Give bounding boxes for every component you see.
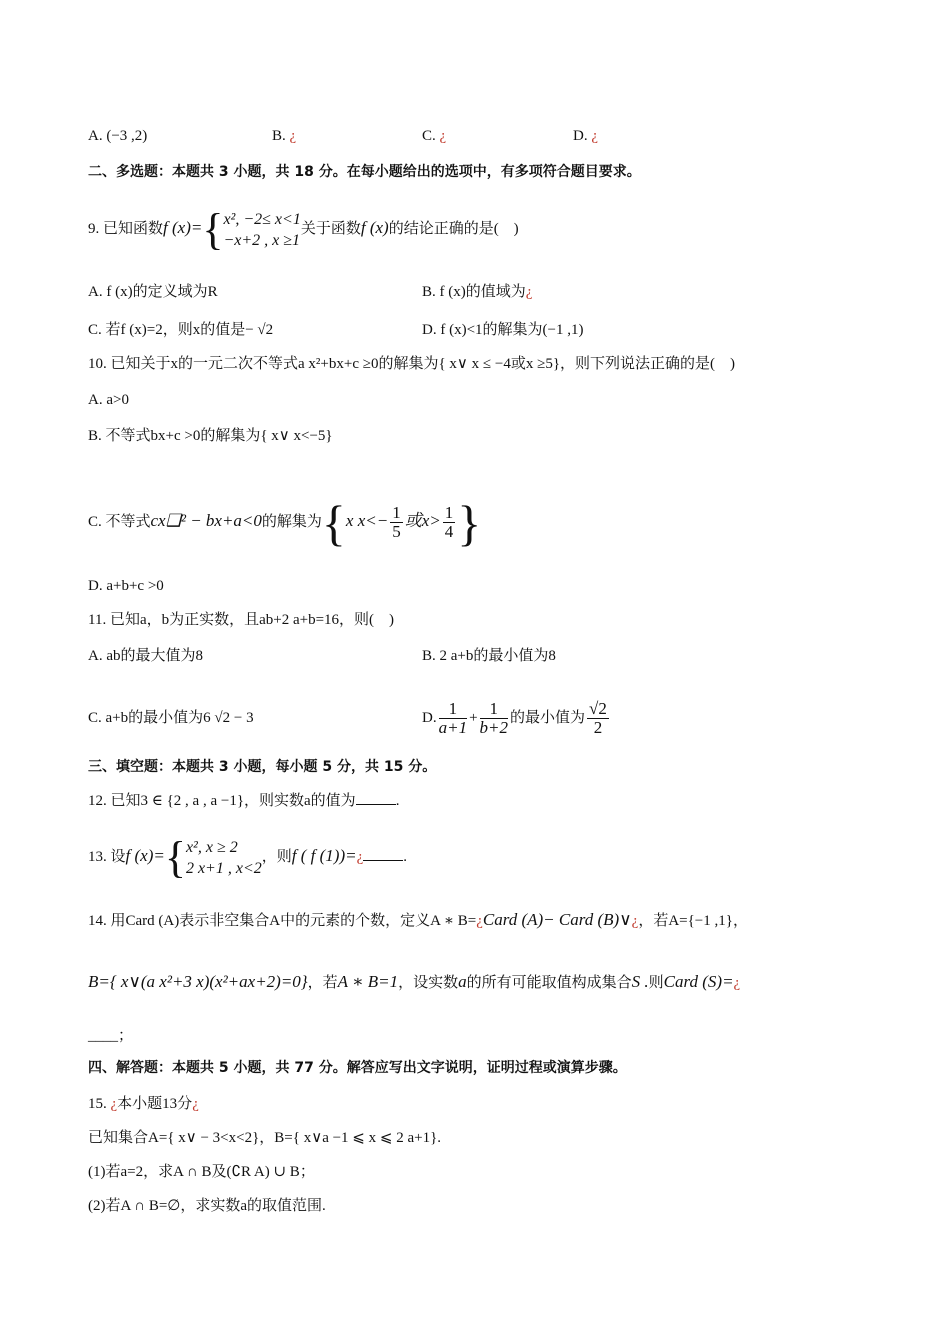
q8-option-d: D. ¿ — [573, 128, 599, 144]
question-15-title: 15. ¿本小题13分¿ — [88, 1096, 199, 1112]
question-15-part-1: (1)若a=2，求A ∩ B及(∁R A) ∪ B； — [88, 1164, 315, 1180]
question-11-stem: 11. 已知a，b为正实数，且ab+2 a+b=16，则( ) — [88, 612, 395, 628]
question-10-option-a: A. a>0 — [88, 392, 129, 408]
q8-option-c: C. ¿ — [422, 128, 447, 144]
q8-option-a: A. (−3 ,2) — [88, 128, 148, 144]
question-15-line-1: 已知集合A={ x∨ − 3<x<2}，B={ x∨a −1 ⩽ x ⩽ 2 a+1}. — [88, 1130, 442, 1146]
question-10-option-b: B. 不等式bx+c >0的解集为{ x∨ x<−5} — [88, 428, 333, 444]
question-11-option-a: A. ab的最大值为8 — [88, 648, 203, 664]
question-12: 12. 已知3 ∈ {2 , a , a −1}，则实数a的值为 . — [88, 790, 399, 811]
question-10-option-c: C. 不等式cx❑² − bx+a<0的解集为{x x<− $\frac{1}{5}$ 或x> $\frac{1}{4}$ } — [88, 494, 482, 551]
section-heading-multiple-choice: 二、多选题：本题共 3 小题，共 18 分。在每小题给出的选项中，有多项符合题目要求。 — [88, 164, 641, 180]
question-14-line-3[interactable]: ____； — [88, 1028, 134, 1044]
question-10-stem: 10. 已知关于x的一元二次不等式a x²+bx+c ≥0的解集为{ x∨ x ≤ −4或x ≥5}，则下列说法正确的是( ) — [88, 356, 736, 372]
question-15-part-2: (2)若A ∩ B=∅，求实数a的取值范围. — [88, 1198, 326, 1214]
question-9-option-c: C. 若f (x)=2，则x的值是− √2 — [88, 322, 274, 338]
question-9-option-d: D. f (x)<1的解集为(−1 ,1) — [422, 322, 584, 338]
question-13: 13. 设f (x)={ x², x ≥ 2 2 x+1 , x<2 ，则f ( f (1))=¿ . — [88, 832, 407, 882]
question-11-option-b: B. 2 a+b的最小值为8 — [422, 648, 556, 664]
answer-blank[interactable] — [363, 846, 403, 861]
question-10-option-d: D. a+b+c >0 — [88, 578, 164, 594]
question-9-stem: 9. 已知函数f (x)={ x², −2≤ x<1 −x+2 , x ≥1 关于函数f (x)的结论正确的是( ) — [88, 204, 519, 254]
q8-option-b: B. ¿ — [272, 128, 297, 144]
question-11-option-d: D. $\frac{1}{a+1}$ + $\frac{1}{b+2}$ 的最小值为 $\frac{√2}{2}$ — [422, 699, 607, 738]
question-9-option-b: B. f (x)的值域为¿ — [422, 284, 533, 300]
question-14-line-1: 14. 用Card (A)表示非空集合A中的元素的个数，定义A ∗ B=¿Card (A)− Card (B)∨¿，若A={−1 ,1}， — [88, 910, 748, 929]
question-11-option-c: C. a+b的最小值为6 √2 − 3 — [88, 710, 254, 726]
question-14-line-2: B={ x∨(a x²+3 x)(x²+ax+2)=0}，若A ∗ B=1，设实数a的所有可能取值构成集合S .则Card (S)=¿ — [88, 972, 741, 991]
section-heading-solutions: 四、解答题：本题共 5 小题，共 77 分。解答应写出文字说明，证明过程或演算步骤。 — [88, 1060, 627, 1076]
answer-blank[interactable] — [356, 790, 396, 805]
question-9-option-a: A. f (x)的定义域为R — [88, 284, 218, 300]
section-heading-fill-in: 三、填空题：本题共 3 小题，每小题 5 分，共 15 分。 — [88, 759, 437, 775]
